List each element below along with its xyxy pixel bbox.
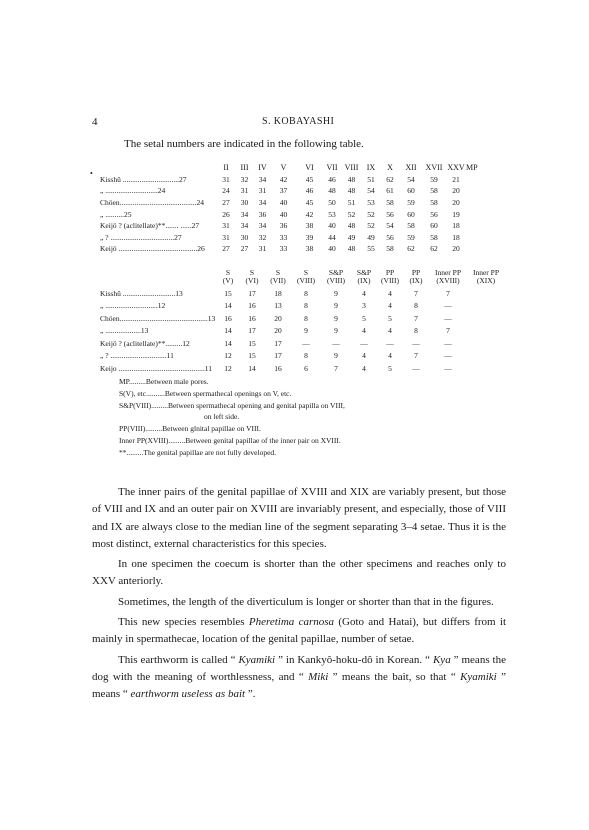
table1-column-header: IV	[258, 162, 267, 172]
table2-row-label: „ ? ..............................11	[100, 351, 174, 361]
table1-cell: 52	[367, 221, 375, 231]
table1-cell: 48	[347, 244, 356, 254]
table1-cell: 48	[347, 221, 356, 231]
table1-cell: 31	[222, 221, 230, 231]
table1-cell: 62	[386, 174, 394, 184]
table2-column-header: S (VIII)	[297, 268, 315, 286]
table1-cell: 61	[386, 186, 394, 196]
table1-cell: 31	[258, 186, 267, 196]
table1-cell: 33	[279, 244, 288, 254]
table1-cell: 48	[347, 174, 356, 184]
table1-cell: 58	[386, 197, 394, 207]
table1-cell: 60	[407, 209, 415, 219]
setal-table-1	[100, 159, 478, 253]
table1-cell: 18	[452, 232, 460, 242]
table2-row-label: Chöen...............................................13	[100, 313, 216, 323]
margin-marker: •	[90, 169, 93, 178]
table2-cell: 9	[334, 301, 338, 311]
table2-column-header: S&P (VIII)	[327, 268, 345, 286]
table2-cell: 4	[362, 363, 366, 373]
table1-cell: 48	[347, 186, 356, 196]
table2-row	[100, 360, 505, 373]
table2-cell: 4	[388, 301, 392, 311]
table1-cell: 58	[430, 186, 438, 196]
table1-column-header: XVII	[425, 162, 443, 172]
table2-column-header	[100, 263, 217, 285]
table1-cell: 30	[240, 232, 249, 242]
table2-cell: 17	[248, 326, 256, 336]
table2-cell: 9	[334, 351, 338, 361]
table2-column-header: Inner PP (XIX)	[472, 268, 500, 286]
setal-table-2	[100, 263, 505, 373]
table1-cell: 18	[452, 221, 460, 231]
table2-cell: 8	[304, 301, 308, 311]
table1-cell: 32	[258, 232, 267, 242]
table1-cell: 50	[328, 197, 336, 207]
table1-column-header	[100, 159, 217, 172]
note-line: S&P(VIII).........Between spermathecal opening and genital papilla on VIII,	[119, 400, 345, 410]
table1-cell: 33	[279, 232, 288, 242]
table1-row	[100, 242, 478, 254]
table2-cell: 4	[362, 326, 366, 336]
table2-row-label: „ ...................13	[100, 326, 149, 336]
table1-cell: 20	[452, 186, 460, 196]
table1-row	[100, 184, 478, 196]
table1-cell: 32	[240, 174, 249, 184]
table1-row-label: „ ? ..................................27	[100, 232, 182, 242]
table1-column-header: XII	[405, 162, 417, 172]
table2-row	[100, 298, 505, 311]
table2-column-header: Inner PP (XVIII)	[434, 268, 462, 286]
table1-cell: 42	[279, 174, 288, 184]
table1-column-header: X	[387, 162, 393, 172]
table2-column-header: S (VI)	[245, 268, 259, 286]
table2-cell: —	[444, 313, 452, 323]
table1-cell: 31	[222, 174, 230, 184]
table2-cell: —	[360, 338, 368, 348]
table1-cell: 58	[430, 232, 438, 242]
note-line: **.........The genital papillae are not fully developed.	[119, 447, 277, 457]
table2-cell: 4	[362, 351, 366, 361]
table2-cell: 16	[248, 301, 256, 311]
table2-cell: 7	[446, 288, 450, 298]
table1-cell: 34	[240, 209, 249, 219]
table1-cell: 48	[328, 186, 336, 196]
body-paragraph: Sometimes, the length of the diverticulum is longer or shorter than that in the figures.	[118, 595, 494, 608]
table2-column-header: S (VII)	[270, 268, 286, 286]
table1-cell: 39	[305, 232, 314, 242]
table1-cell: 21	[452, 174, 460, 184]
table1-cell: 55	[367, 244, 375, 254]
note-line: Inner PP(XVIII).........Between genital papillae of the inner pair on XVIII.	[119, 435, 341, 445]
table1-cell: 37	[279, 186, 288, 196]
table2-cell: 12	[224, 363, 232, 373]
table1-cell: 27	[222, 244, 230, 254]
table1-row	[100, 172, 478, 184]
table1-column-header: VI	[305, 162, 314, 172]
table-intro: The setal numbers are indicated in the following table.	[124, 138, 364, 150]
table1-cell: 45	[305, 197, 314, 207]
table2-cell: 3	[362, 301, 366, 311]
table2-cell: 4	[388, 288, 392, 298]
table1-row	[100, 195, 478, 207]
running-header-author: S. KOBAYASHI	[262, 116, 335, 127]
table1-cell: 31	[240, 186, 249, 196]
table1-column-header: II	[223, 162, 229, 172]
table2-cell: 17	[248, 288, 256, 298]
table2-cell: 17	[274, 351, 282, 361]
table1-row-label: „ ..........25	[100, 209, 132, 219]
table2-row-label: Kisshû ............................13	[100, 288, 183, 298]
table1-cell: 40	[279, 197, 288, 207]
table2-cell: 8	[414, 301, 418, 311]
table1-cell: 20	[452, 244, 460, 254]
body-paragraph: This new species resembles Pheretima carnosa (Goto and Hatai), but differs from it mainly in spermathecae, location of the genital papillae, number of setae.	[92, 616, 507, 646]
table1-cell: 58	[430, 197, 438, 207]
table1-cell: 34	[258, 221, 267, 231]
table1-row-label: „ ............................24	[100, 186, 166, 196]
table1-row-label: Chöen.........................................24	[100, 197, 204, 207]
table2-row	[100, 310, 505, 323]
table2-cell: 12	[224, 351, 232, 361]
table2-cell: 14	[248, 363, 256, 373]
table2-cell: 8	[304, 288, 308, 298]
table1-cell: 59	[407, 232, 415, 242]
table1-column-header: III	[240, 162, 249, 172]
table2-cell: 4	[362, 288, 366, 298]
table2-row-label: Keijö ? (aclitellate)**.........12	[100, 338, 190, 348]
table2-cell: 16	[248, 313, 256, 323]
table1-cell: 59	[430, 174, 438, 184]
body-paragraph: This earthworm is called “ Kyamiki ” in Kankyô-hoku-dô in Korean. “ Kya ” means the dog with the meaning of worthlessness, and “ Miki ” means the bait, so that “ Kyamiki ” means “ earthworm useless as bait ”.	[92, 653, 507, 701]
table2-row-label: „ ............................12	[100, 301, 166, 311]
table1-row-label: Kisshû ..............................27	[100, 174, 187, 184]
table2-row-label: Keijo ..............................................11	[100, 363, 213, 373]
table2-cell: 6	[304, 363, 308, 373]
table1-cell: 40	[328, 244, 336, 254]
table2-cell: 7	[414, 313, 418, 323]
table1-column-header: V	[280, 162, 287, 172]
table2-cell: 4	[388, 326, 392, 336]
table1-column-header: XXV	[447, 162, 465, 172]
table1-cell: 62	[430, 244, 438, 254]
table1-cell: 52	[367, 209, 375, 219]
table1-cell: 40	[279, 209, 288, 219]
table1-header-row	[100, 159, 478, 172]
table1-column-header: VIII	[344, 162, 359, 172]
table2-cell: 15	[224, 288, 232, 298]
table1-row	[100, 218, 478, 230]
table1-cell: 24	[222, 186, 230, 196]
table1-cell: 34	[258, 197, 267, 207]
table2-column-header: S (V)	[222, 268, 234, 286]
table1-cell: 19	[452, 209, 460, 219]
table1-cell: 51	[367, 174, 375, 184]
table1-cell: 49	[367, 232, 375, 242]
table2-column-header: PP (IX)	[409, 268, 423, 286]
table1-cell: 58	[386, 244, 394, 254]
table2-cell: —	[444, 351, 452, 361]
table1-cell: 36	[279, 221, 288, 231]
table1-cell: 27	[222, 197, 230, 207]
table2-cell: 15	[248, 338, 256, 348]
table1-cell: 56	[430, 209, 438, 219]
table1-cell: 60	[407, 186, 415, 196]
table2-cell: 7	[446, 326, 450, 336]
table1-cell: 20	[452, 197, 460, 207]
table1-cell: 44	[328, 232, 336, 242]
table1-cell: 42	[305, 209, 314, 219]
table2-column-header: S&P (IX)	[356, 268, 372, 286]
table1-cell: 53	[328, 209, 336, 219]
table2-cell: 8	[304, 351, 308, 361]
table2-row	[100, 335, 505, 348]
table1-column-header: IX	[366, 162, 376, 172]
body-paragraph: In one specimen the coecum is shorter than the other specimens and reaches only to XXV anteriorly.	[92, 558, 506, 588]
table2-cell: 16	[224, 313, 232, 323]
table1-cell: 40	[328, 221, 336, 231]
table2-cell: —	[302, 338, 310, 348]
table2-cell: 14	[224, 301, 232, 311]
table2-cell: 8	[304, 313, 308, 323]
table2-cell: —	[412, 338, 420, 348]
table1-cell: 31	[258, 244, 267, 254]
body-text	[92, 484, 506, 707]
body-paragraph: The inner pairs of the genital papillae of XVIII and XIX are variably present, but those of VIII and IX and an outer pair on XVIII are invariably present, and especially, those of VIII and IX are always close to the median line of the segment separating 3–4 setae. Thus it is the most distinct, external characteristics for this species.	[92, 486, 506, 550]
table2-cell: 9	[334, 326, 338, 336]
table1-cell: 54	[386, 221, 394, 231]
table2-cell: 9	[334, 313, 338, 323]
table2-cell: —	[386, 338, 394, 348]
note-line: S(V), etc..........Between spermathecal openings on V, etc.	[119, 388, 292, 398]
table2-cell: 5	[388, 313, 392, 323]
table2-cell: 15	[248, 351, 256, 361]
table2-row	[100, 348, 505, 361]
table1-cell: 58	[407, 221, 415, 231]
table1-cell: 45	[305, 174, 314, 184]
note-line: MP.........Between male pores.	[119, 377, 209, 386]
table1-cell: 49	[347, 232, 356, 242]
table1-cell: 52	[347, 209, 356, 219]
table1-cell: 54	[407, 174, 415, 184]
table2-cell: —	[412, 363, 420, 373]
table2-cell: 7	[414, 288, 418, 298]
table2-cell: 14	[224, 338, 232, 348]
table2-cell: 13	[274, 301, 282, 311]
table1-cell: 38	[305, 244, 314, 254]
table1-cell: 56	[386, 209, 394, 219]
table1-cell: 36	[258, 209, 267, 219]
table2-cell: 9	[304, 326, 308, 336]
table1-cell: 46	[328, 174, 336, 184]
table2-cell: 4	[388, 351, 392, 361]
table2-cell: 8	[414, 326, 418, 336]
table1-column-header: MP	[466, 162, 478, 172]
table2-cell: 7	[334, 363, 338, 373]
table2-column-header: PP (VIII)	[381, 268, 399, 286]
table2-cell: —	[444, 363, 452, 373]
note-line: on left side.	[204, 412, 240, 422]
table2-header-row	[100, 263, 505, 285]
table1-cell: 60	[430, 221, 438, 231]
page-number: 4	[92, 116, 98, 128]
table1-cell: 54	[367, 186, 375, 196]
table1-cell: 26	[222, 209, 230, 219]
table1-row-label: Keijö ? (aclitellate)**....... ......27	[100, 221, 200, 231]
table2-cell: 16	[274, 363, 282, 373]
table2-cell: 5	[388, 363, 392, 373]
note-line: PP(VIII).........Between glnital papillae on VIII.	[119, 424, 261, 434]
table1-cell: 31	[222, 232, 230, 242]
table2-cell: 20	[274, 326, 282, 336]
table2-cell: 9	[334, 288, 338, 298]
table2-cell: 20	[274, 313, 282, 323]
table1-cell: 38	[305, 221, 314, 231]
table2-cell: 18	[274, 288, 282, 298]
table1-cell: 51	[347, 197, 356, 207]
table2-cell: —	[332, 338, 340, 348]
table1-column-header: VII	[326, 162, 338, 172]
table1-cell: 53	[367, 197, 375, 207]
table1-row-label: Keijö ..........................................26	[100, 244, 205, 254]
table2-cell: —	[444, 338, 452, 348]
abbreviation-notes	[119, 376, 345, 459]
table2-cell: —	[444, 301, 452, 311]
table1-cell: 62	[407, 244, 415, 254]
table1-cell: 27	[240, 244, 249, 254]
table1-cell: 34	[240, 221, 249, 231]
table1-cell: 30	[240, 197, 249, 207]
table2-row	[100, 285, 505, 298]
table1-row	[100, 230, 478, 242]
table2-cell: 7	[414, 351, 418, 361]
table1-cell: 56	[386, 232, 394, 242]
table1-cell: 59	[407, 197, 415, 207]
table2-cell: 14	[224, 326, 232, 336]
table2-cell: 17	[274, 338, 282, 348]
table1-cell: 46	[305, 186, 314, 196]
table2-cell: 5	[362, 313, 366, 323]
table2-row	[100, 323, 505, 336]
table1-cell: 34	[258, 174, 267, 184]
table1-row	[100, 207, 478, 219]
